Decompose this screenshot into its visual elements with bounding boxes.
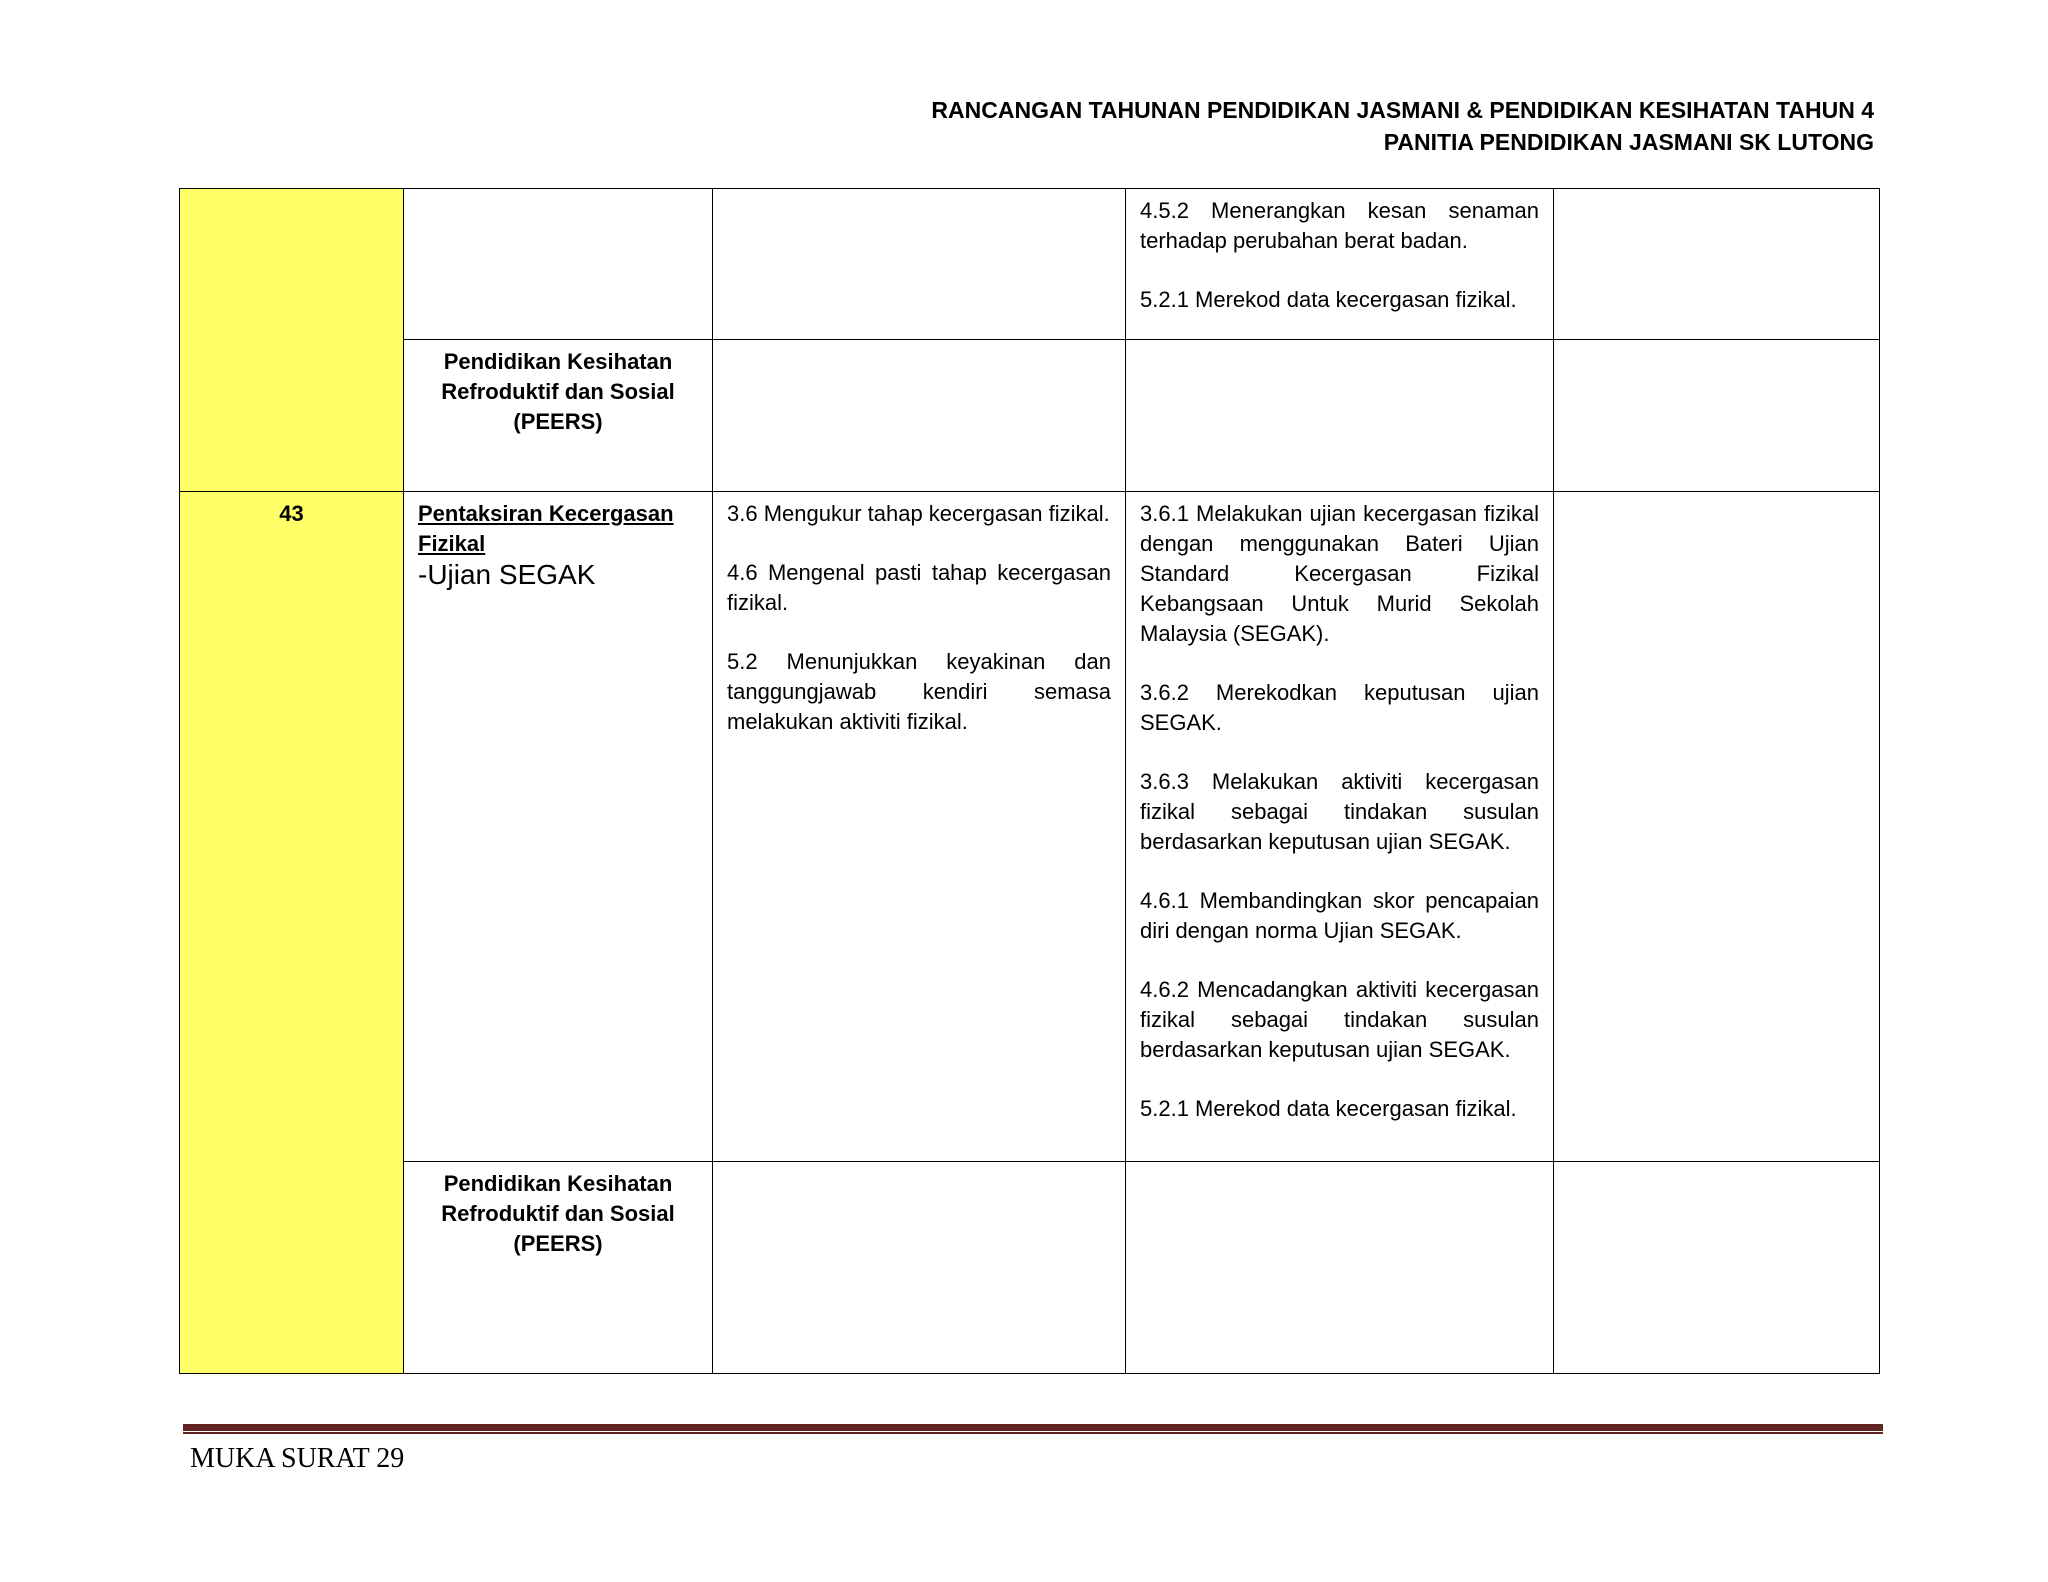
learning-standard-cell (1126, 1162, 1554, 1374)
learning-standard-item: 5.2.1 Merekod data kecergasan fizikal. (1140, 287, 1517, 312)
learning-standard-item: 4.6.2 Mencadangkan aktiviti kecergasan fizikal sebagai tindakan susulan berdasarkan keputusan ujian SEGAK. (1140, 977, 1539, 1062)
content-standard-item: 4.6 Mengenal pasti tahap kecergasan fizikal. (727, 560, 1111, 615)
notes-cell (1554, 1162, 1880, 1374)
topic-cell: Pendidikan Kesihatan Refroduktif dan Sosial (PEERS) (404, 340, 713, 492)
footer-divider (183, 1424, 1883, 1434)
learning-standard-item: 3.6.2 Merekodkan keputusan ujian SEGAK. (1140, 680, 1539, 735)
header-title: RANCANGAN TAHUNAN PENDIDIKAN JASMANI & PENDIDIKAN KESIHATAN TAHUN 4 (931, 97, 1874, 123)
header-subtitle: PANITIA PENDIDIKAN JASMANI SK LUTONG (1383, 129, 1874, 155)
page-header (931, 94, 1874, 158)
topic-subtitle: -Ujian SEGAK (418, 559, 596, 590)
learning-standard-item: 4.5.2 Menerangkan kesan senaman terhadap perubahan berat badan. (1140, 198, 1539, 253)
topic-cell: Pendidikan Kesihatan Refroduktif dan Sosial (PEERS) (404, 1162, 713, 1374)
topic-cell (404, 492, 713, 1162)
learning-standard-cell (1126, 492, 1554, 1162)
table-row (180, 189, 1880, 340)
learning-standard-item: 3.6.1 Melakukan ujian kecergasan fizikal dengan menggunakan Bateri Ujian Standard Kecergasan Fizikal Kebangsaan Untuk Murid Sekolah Malaysia (SEGAK). (1140, 501, 1539, 646)
content-standard-cell (713, 1162, 1126, 1374)
learning-standard-cell (1126, 340, 1554, 492)
content-standard-cell (713, 189, 1126, 340)
content-standard-cell (713, 492, 1126, 1162)
learning-standard-item: 4.6.1 Membandingkan skor pencapaian diri dengan norma Ujian SEGAK. (1140, 888, 1539, 943)
content-standard-cell (713, 340, 1126, 492)
notes-cell (1554, 492, 1880, 1162)
learning-standard-item: 3.6.3 Melakukan aktiviti kecergasan fizikal sebagai tindakan susulan berdasarkan keputusan ujian SEGAK. (1140, 769, 1539, 854)
page-number: MUKA SURAT 29 (190, 1443, 405, 1474)
week-cell: 43 (180, 492, 404, 1374)
annual-plan-table (179, 188, 1880, 1374)
table-row (180, 340, 1880, 492)
learning-standard-cell (1126, 189, 1554, 340)
notes-cell (1554, 189, 1880, 340)
learning-standard-item: 5.2.1 Merekod data kecergasan fizikal. (1140, 1096, 1517, 1121)
topic-cell (404, 189, 713, 340)
content-standard-item: 3.6 Mengukur tahap kecergasan fizikal. (727, 501, 1110, 526)
table-row (180, 492, 1880, 1162)
content-standard-item: 5.2 Menunjukkan keyakinan dan tanggungjawab kendiri semasa melakukan aktiviti fizikal. (727, 649, 1111, 734)
notes-cell (1554, 340, 1880, 492)
topic-title: Pentaksiran Kecergasan Fizikal (418, 501, 674, 556)
table-row (180, 1162, 1880, 1374)
week-cell (180, 189, 404, 492)
